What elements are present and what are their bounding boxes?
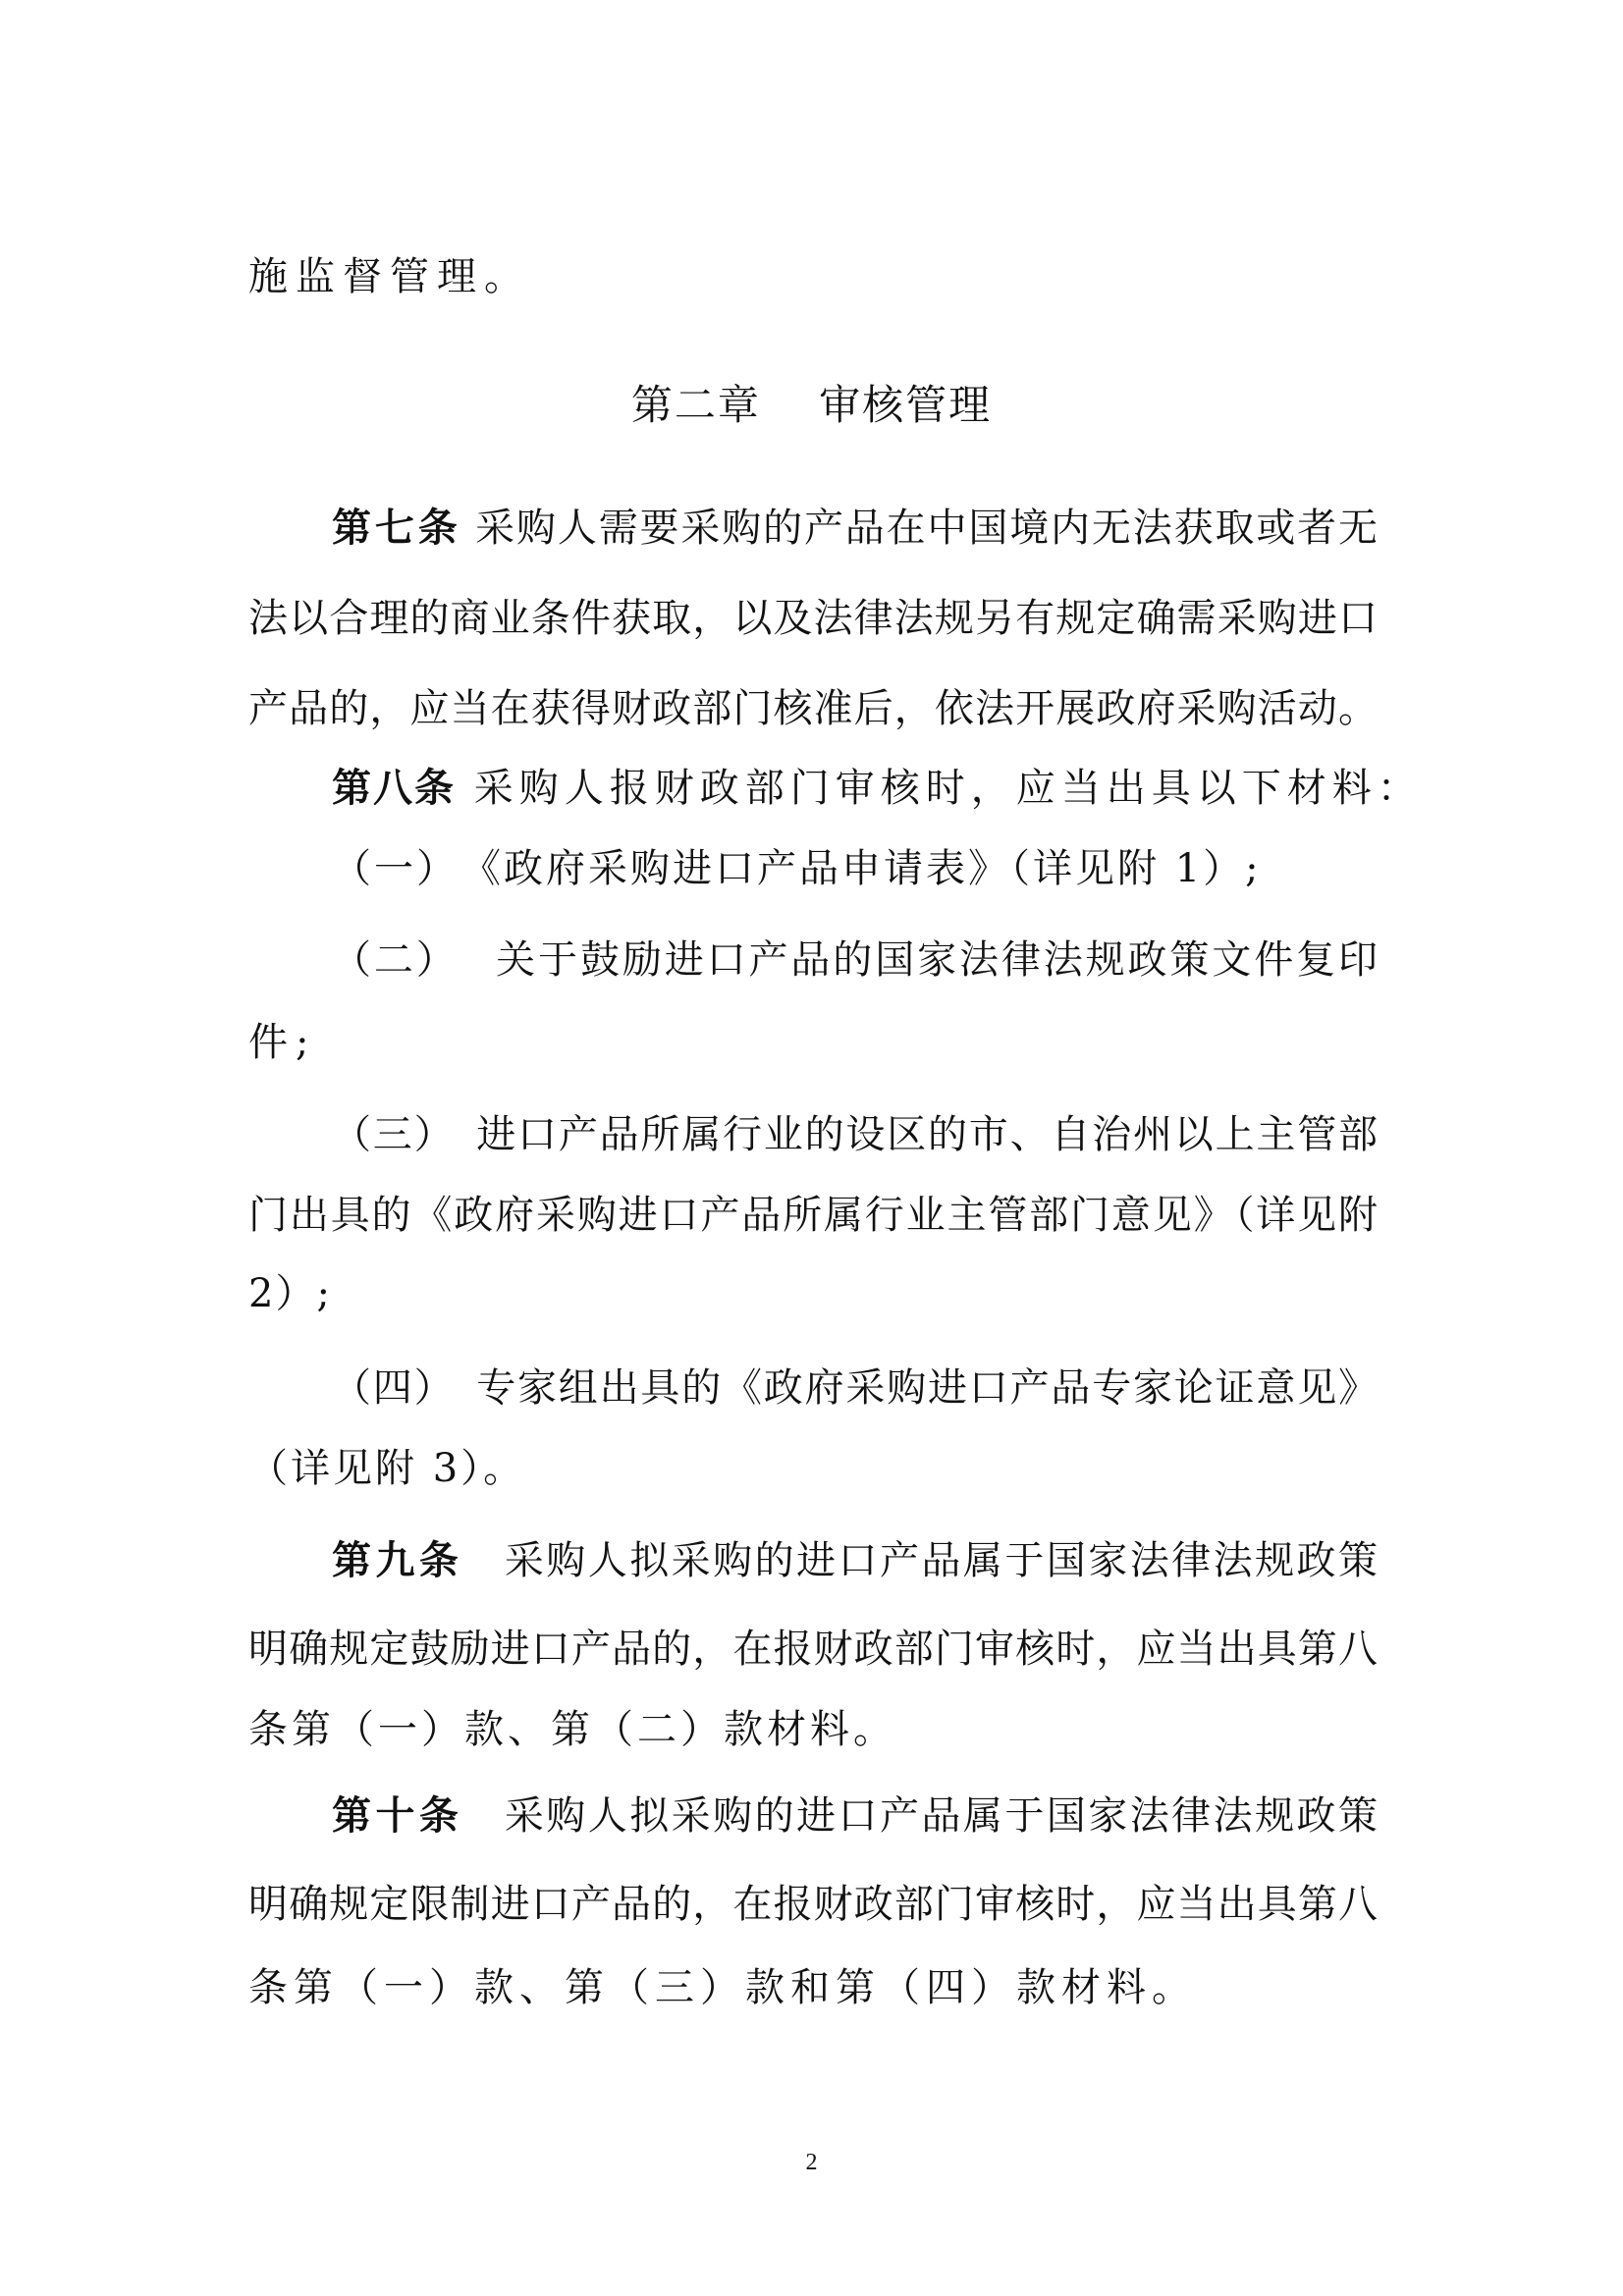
continuation-text: 施监督管理。 [248,254,531,299]
article-8-line-1 [332,759,1461,818]
article-8-number: 第八条 [332,765,456,811]
article-7-line-3: 产品的，应当在获得财政部门核准后，依法开展政府采购活动。 [248,686,1378,731]
article-9-line-3: 条第（一）款、第（二）款材料。 [248,1707,896,1752]
article-10-text-1: 采购人拟采购的进口产品属于国家法律法规政策 [504,1793,1379,1839]
item-2-line-2: 件; [248,1020,317,1065]
article-7-line-2: 法以合理的商业条件获取，以及法律法规另有规定确需采购进口 [248,596,1378,641]
article-9-line-1 [332,1531,1378,1590]
article-8-text-1: 采购人报财政部门审核时，应当出具以下材料： [473,766,1423,811]
page-number: 2 [805,2150,818,2175]
article-9-number: 第九条 [332,1537,463,1583]
article-10-line-3: 条第（一）款、第（三）款和第（四）款材料。 [248,1965,1197,2010]
item-4-line-1: （四） 专家组出具的《政府采购进口产品专家论证意见》 [332,1365,1378,1411]
article-10-number: 第十条 [332,1792,463,1839]
article-7-number: 第七条 [332,505,461,551]
article-7-line-1 [332,499,1378,558]
item-3-line-2: 门出具的《政府采购进口产品所属行业主管部门意见》（详见附 [248,1193,1378,1238]
item-1-line-1: （一） 《政府采购进口产品申请表》（详见附 1）; [332,846,1262,891]
article-10-line-2: 明确规定限制进口产品的，在报财政部门审核时，应当出具第八 [248,1882,1378,1927]
chapter-title: 第二章 审核管理 [630,381,993,429]
item-4-line-2: （详见附 3）。 [248,1446,526,1491]
item-3-line-3: 2）; [248,1271,332,1316]
item-3-line-1: （三） 进口产品所属行业的设区的市、自治州以上主管部 [332,1112,1378,1157]
article-7-text-1: 采购人需要采购的产品在中国境内无法获取或者无 [475,506,1379,551]
article-9-line-2: 明确规定鼓励进口产品的，在报财政部门审核时，应当出具第八 [248,1627,1378,1672]
article-9-text-1: 采购人拟采购的进口产品属于国家法律法规政策 [504,1538,1379,1583]
article-10-line-1 [332,1787,1378,1845]
item-2-line-1: （二） 关于鼓励进口产品的国家法律法规政策文件复印 [332,937,1378,983]
